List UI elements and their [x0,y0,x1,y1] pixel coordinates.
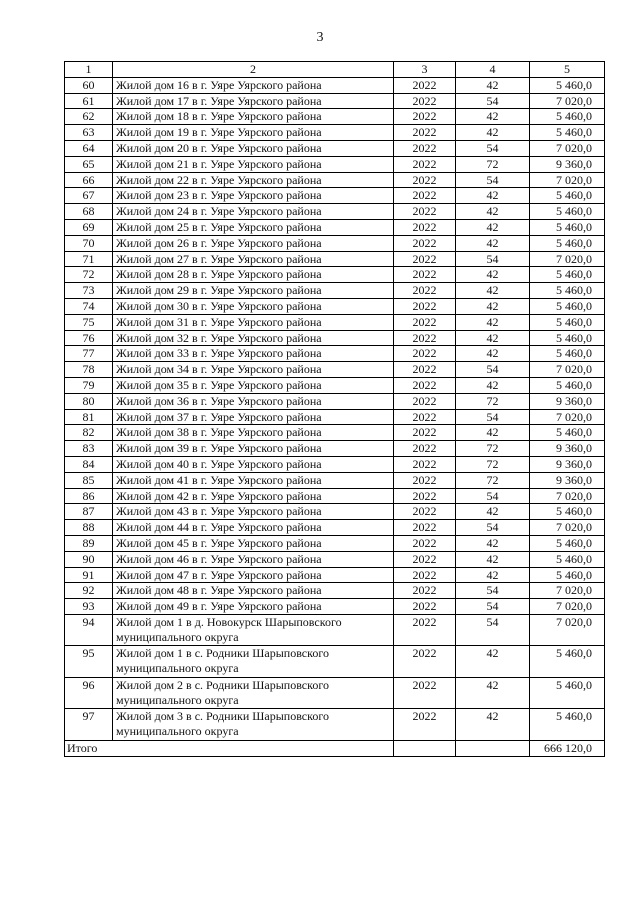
year-cell: 2022 [394,77,456,93]
amount-cell: 7 020,0 [530,362,605,378]
quantity-cell: 42 [456,235,530,251]
total-label: Итого [65,740,394,756]
year-cell: 2022 [394,140,456,156]
amount-cell: 5 460,0 [530,125,605,141]
year-cell: 2022 [394,599,456,615]
row-number: 78 [65,362,113,378]
page-number: 3 [316,30,324,45]
empty-cell [456,740,530,756]
amount-cell: 5 460,0 [530,188,605,204]
year-cell: 2022 [394,614,456,646]
table-header-row [65,62,605,78]
table-row [65,614,605,646]
year-cell: 2022 [394,520,456,536]
row-number: 73 [65,283,113,299]
quantity-cell: 42 [456,346,530,362]
amount-cell: 7 020,0 [530,614,605,646]
house-name: Жилой дом 31 в г. Уяре Уярского района [113,314,394,330]
amount-cell: 7 020,0 [530,583,605,599]
amount-cell: 9 360,0 [530,456,605,472]
amount-cell: 5 460,0 [530,551,605,567]
housing-table [64,61,605,757]
table-row [65,251,605,267]
table-row [65,109,605,125]
year-cell: 2022 [394,109,456,125]
row-number: 92 [65,583,113,599]
house-name: Жилой дом 41 в г. Уяре Уярского района [113,472,394,488]
amount-cell: 5 460,0 [530,109,605,125]
row-number: 83 [65,441,113,457]
table-row [65,677,605,709]
row-number: 85 [65,472,113,488]
house-name: Жилой дом 28 в г. Уяре Уярского района [113,267,394,283]
row-number: 97 [65,709,113,741]
year-cell: 2022 [394,504,456,520]
row-number: 79 [65,377,113,393]
table-row [65,504,605,520]
year-cell: 2022 [394,330,456,346]
quantity-cell: 54 [456,614,530,646]
table-row [65,283,605,299]
house-name: Жилой дом 44 в г. Уяре Уярского района [113,520,394,536]
year-cell: 2022 [394,204,456,220]
amount-cell: 5 460,0 [530,677,605,709]
year-cell: 2022 [394,188,456,204]
quantity-cell: 42 [456,188,530,204]
quantity-cell: 42 [456,677,530,709]
table-row [65,298,605,314]
quantity-cell: 54 [456,93,530,109]
year-cell: 2022 [394,125,456,141]
year-cell: 2022 [394,251,456,267]
table-row [65,377,605,393]
quantity-cell: 54 [456,140,530,156]
row-number: 74 [65,298,113,314]
quantity-cell: 42 [456,125,530,141]
house-name: Жилой дом 16 в г. Уяре Уярского района [113,77,394,93]
house-name: Жилой дом 24 в г. Уяре Уярского района [113,204,394,220]
column-header: 4 [456,62,530,78]
table-row [65,488,605,504]
year-cell: 2022 [394,314,456,330]
quantity-cell: 72 [456,393,530,409]
house-name: Жилой дом 46 в г. Уяре Уярского района [113,551,394,567]
year-cell: 2022 [394,583,456,599]
house-name: Жилой дом 42 в г. Уяре Уярского района [113,488,394,504]
table-row [65,551,605,567]
house-name: Жилой дом 27 в г. Уяре Уярского района [113,251,394,267]
row-number: 76 [65,330,113,346]
quantity-cell: 42 [456,535,530,551]
quantity-cell: 72 [456,441,530,457]
house-name: Жилой дом 3 в с. Родники Шарыповского муниципального округа [113,709,394,741]
row-number: 91 [65,567,113,583]
table-row [65,599,605,615]
year-cell: 2022 [394,219,456,235]
year-cell: 2022 [394,441,456,457]
row-number: 93 [65,599,113,615]
house-name: Жилой дом 33 в г. Уяре Уярского района [113,346,394,362]
table-row [65,125,605,141]
amount-cell: 9 360,0 [530,156,605,172]
row-number: 87 [65,504,113,520]
amount-cell: 5 460,0 [530,283,605,299]
row-number: 90 [65,551,113,567]
year-cell: 2022 [394,472,456,488]
year-cell: 2022 [394,456,456,472]
row-number: 81 [65,409,113,425]
amount-cell: 9 360,0 [530,393,605,409]
table-row [65,156,605,172]
quantity-cell: 42 [456,77,530,93]
amount-cell: 5 460,0 [530,646,605,678]
table-row [65,535,605,551]
row-number: 96 [65,677,113,709]
year-cell: 2022 [394,377,456,393]
row-number: 86 [65,488,113,504]
house-name: Жилой дом 47 в г. Уяре Уярского района [113,567,394,583]
house-name: Жилой дом 49 в г. Уяре Уярского района [113,599,394,615]
row-number: 95 [65,646,113,678]
year-cell: 2022 [394,172,456,188]
house-name: Жилой дом 48 в г. Уяре Уярского района [113,583,394,599]
house-name: Жилой дом 25 в г. Уяре Уярского района [113,219,394,235]
year-cell: 2022 [394,362,456,378]
empty-cell [394,740,456,756]
amount-cell: 5 460,0 [530,567,605,583]
row-number: 72 [65,267,113,283]
quantity-cell: 42 [456,219,530,235]
house-name: Жилой дом 1 в д. Новокурск Шарыповского муниципального округа [113,614,394,646]
year-cell: 2022 [394,346,456,362]
amount-cell: 5 460,0 [530,204,605,220]
amount-cell: 7 020,0 [530,409,605,425]
table-row [65,235,605,251]
column-header: 1 [65,62,113,78]
table-row [65,567,605,583]
house-name: Жилой дом 18 в г. Уяре Уярского района [113,109,394,125]
table-row [65,362,605,378]
row-number: 75 [65,314,113,330]
amount-cell: 7 020,0 [530,520,605,536]
house-name: Жилой дом 17 в г. Уяре Уярского района [113,93,394,109]
amount-cell: 9 360,0 [530,441,605,457]
table-row [65,204,605,220]
total-amount: 666 120,0 [530,740,605,756]
amount-cell: 5 460,0 [530,314,605,330]
amount-cell: 7 020,0 [530,488,605,504]
quantity-cell: 42 [456,330,530,346]
house-name: Жилой дом 32 в г. Уяре Уярского района [113,330,394,346]
table-row [65,219,605,235]
row-number: 68 [65,204,113,220]
year-cell: 2022 [394,551,456,567]
row-number: 61 [65,93,113,109]
row-number: 94 [65,614,113,646]
row-number: 77 [65,346,113,362]
table-row [65,77,605,93]
row-number: 62 [65,109,113,125]
quantity-cell: 42 [456,298,530,314]
amount-cell: 5 460,0 [530,267,605,283]
year-cell: 2022 [394,535,456,551]
year-cell: 2022 [394,709,456,741]
amount-cell: 7 020,0 [530,599,605,615]
quantity-cell: 54 [456,583,530,599]
year-cell: 2022 [394,156,456,172]
quantity-cell: 42 [456,567,530,583]
house-name: Жилой дом 38 в г. Уяре Уярского района [113,425,394,441]
quantity-cell: 54 [456,362,530,378]
house-name: Жилой дом 26 в г. Уяре Уярского района [113,235,394,251]
table-row [65,330,605,346]
house-name: Жилой дом 35 в г. Уяре Уярского района [113,377,394,393]
quantity-cell: 54 [456,172,530,188]
amount-cell: 5 460,0 [530,298,605,314]
table-row [65,441,605,457]
table-row [65,520,605,536]
year-cell: 2022 [394,425,456,441]
row-number: 60 [65,77,113,93]
column-header: 5 [530,62,605,78]
column-header: 3 [394,62,456,78]
table-row [65,583,605,599]
quantity-cell: 42 [456,314,530,330]
row-number: 84 [65,456,113,472]
table-row [65,646,605,678]
table-row [65,709,605,741]
house-name: Жилой дом 19 в г. Уяре Уярского района [113,125,394,141]
quantity-cell: 54 [456,520,530,536]
amount-cell: 5 460,0 [530,77,605,93]
amount-cell: 5 460,0 [530,504,605,520]
year-cell: 2022 [394,488,456,504]
house-name: Жилой дом 39 в г. Уяре Уярского района [113,441,394,457]
amount-cell: 7 020,0 [530,93,605,109]
amount-cell: 5 460,0 [530,425,605,441]
house-name: Жилой дом 23 в г. Уяре Уярского района [113,188,394,204]
house-name: Жилой дом 40 в г. Уяре Уярского района [113,456,394,472]
row-number: 88 [65,520,113,536]
row-number: 69 [65,219,113,235]
row-number: 80 [65,393,113,409]
house-name: Жилой дом 20 в г. Уяре Уярского района [113,140,394,156]
amount-cell: 5 460,0 [530,709,605,741]
table-row [65,188,605,204]
quantity-cell: 42 [456,377,530,393]
quantity-cell: 42 [456,425,530,441]
quantity-cell: 72 [456,456,530,472]
year-cell: 2022 [394,283,456,299]
house-name: Жилой дом 29 в г. Уяре Уярского района [113,283,394,299]
amount-cell: 9 360,0 [530,472,605,488]
quantity-cell: 42 [456,709,530,741]
house-name: Жилой дом 34 в г. Уяре Уярского района [113,362,394,378]
table-row [65,267,605,283]
table-row [65,346,605,362]
house-name: Жилой дом 45 в г. Уяре Уярского района [113,535,394,551]
row-number: 64 [65,140,113,156]
quantity-cell: 42 [456,283,530,299]
house-name: Жилой дом 37 в г. Уяре Уярского района [113,409,394,425]
row-number: 70 [65,235,113,251]
quantity-cell: 54 [456,409,530,425]
amount-cell: 5 460,0 [530,377,605,393]
amount-cell: 5 460,0 [530,330,605,346]
quantity-cell: 42 [456,504,530,520]
table-row [65,456,605,472]
quantity-cell: 42 [456,204,530,220]
quantity-cell: 72 [456,156,530,172]
column-header: 2 [113,62,394,78]
table-row [65,425,605,441]
house-name: Жилой дом 1 в с. Родники Шарыповского муниципального округа [113,646,394,678]
year-cell: 2022 [394,393,456,409]
table-row [65,393,605,409]
year-cell: 2022 [394,646,456,678]
quantity-cell: 42 [456,267,530,283]
house-name: Жилой дом 2 в с. Родники Шарыповского муниципального округа [113,677,394,709]
quantity-cell: 54 [456,251,530,267]
quantity-cell: 54 [456,599,530,615]
table-row [65,93,605,109]
row-number: 63 [65,125,113,141]
year-cell: 2022 [394,235,456,251]
row-number: 89 [65,535,113,551]
house-name: Жилой дом 22 в г. Уяре Уярского района [113,172,394,188]
year-cell: 2022 [394,567,456,583]
year-cell: 2022 [394,93,456,109]
amount-cell: 7 020,0 [530,140,605,156]
amount-cell: 5 460,0 [530,235,605,251]
quantity-cell: 54 [456,488,530,504]
year-cell: 2022 [394,267,456,283]
amount-cell: 5 460,0 [530,535,605,551]
row-number: 66 [65,172,113,188]
row-number: 65 [65,156,113,172]
row-number: 82 [65,425,113,441]
row-number: 71 [65,251,113,267]
house-name: Жилой дом 21 в г. Уяре Уярского района [113,156,394,172]
amount-cell: 7 020,0 [530,172,605,188]
amount-cell: 5 460,0 [530,346,605,362]
house-name: Жилой дом 36 в г. Уяре Уярского района [113,393,394,409]
quantity-cell: 42 [456,551,530,567]
row-number: 67 [65,188,113,204]
year-cell: 2022 [394,677,456,709]
year-cell: 2022 [394,298,456,314]
year-cell: 2022 [394,409,456,425]
table-row [65,472,605,488]
quantity-cell: 72 [456,472,530,488]
quantity-cell: 42 [456,646,530,678]
table-row [65,409,605,425]
total-row [65,740,605,756]
table-row [65,172,605,188]
house-name: Жилой дом 43 в г. Уяре Уярского района [113,504,394,520]
amount-cell: 7 020,0 [530,251,605,267]
quantity-cell: 42 [456,109,530,125]
amount-cell: 5 460,0 [530,219,605,235]
table-row [65,314,605,330]
house-name: Жилой дом 30 в г. Уяре Уярского района [113,298,394,314]
table-row [65,140,605,156]
